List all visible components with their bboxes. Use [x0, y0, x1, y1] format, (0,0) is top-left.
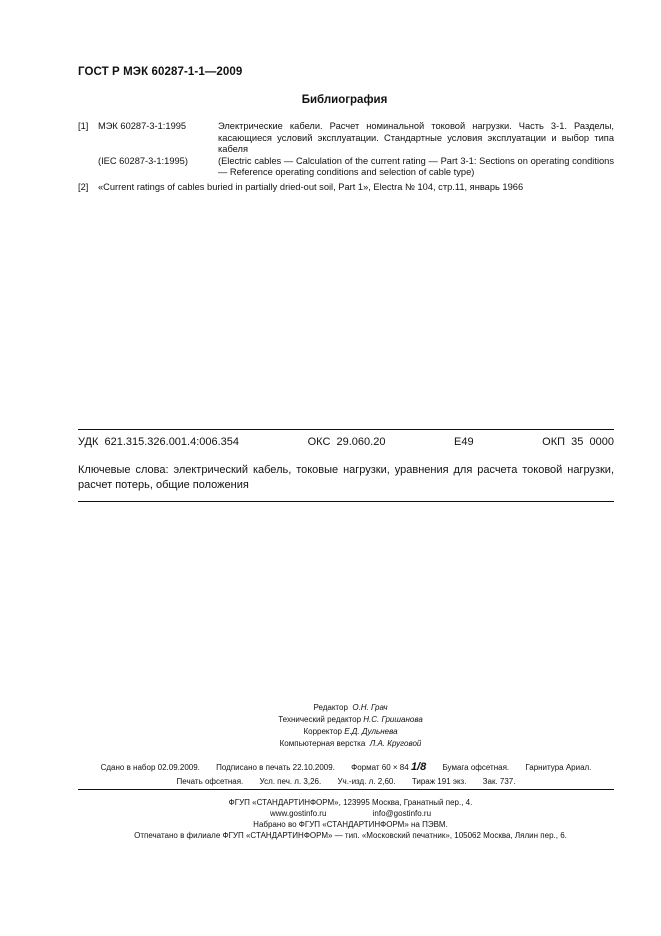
proofreader-name: Е.Д. Дульнева: [344, 727, 398, 736]
publication-line-2: Печать офсетная. Усл. печ. л. 3,26. Уч.-изд. л. 2,60. Тираж 191 экз. Зак. 737.: [176, 777, 516, 786]
entry-title: Электрические кабели. Расчет номинальной токовой нагрузки. Часть 3-1. Разделы, касающиеся условий эксплуатации. Стандартные условия эксплуатации и выбор типа кабеля: [218, 121, 614, 154]
oks-code: ОКС 29.060.20: [307, 436, 386, 448]
bibliography-list: [78, 121, 614, 193]
printed-note: Отпечатано в филиале ФГУП «СТАНДАРТИНФОРМ» — тип. «Московский печатник», 105062 Москва, Лялин пер., 6.: [134, 831, 567, 840]
keywords: Ключевые слова: электрический кабель, токовые нагрузки, уравнения для расчета токовой нагрузки, расчет потерь, общие положения: [78, 464, 614, 491]
format-fraction: 1/8: [410, 761, 427, 773]
credit-layout: Компьютерная верстка Л.А. Круговой: [279, 739, 422, 748]
entry-title: «Current ratings of cables buried in partially dried-out soil, Part 1», Electra № 104, стр.11, январь 1966: [98, 181, 524, 192]
publication-info: [78, 760, 614, 789]
entry-reference-english: (IEC 60287-3-1:1995): [98, 155, 188, 166]
publication-line-1: Сдано в набор 02.09.2009. Подписано в печать 22.10.2009. Формат 60 × 84 1/8 Бумага офсетная. Гарнитура Ариал.: [100, 761, 592, 773]
entry-number: [2]: [78, 181, 89, 192]
classification-codes: [78, 436, 614, 448]
e-code: Е49: [454, 436, 474, 448]
credits-block: [0, 702, 661, 750]
printer-info: [0, 797, 661, 841]
credit-proofreader: Корректор Е.Д. Дульнева: [303, 727, 398, 736]
entry-reference: МЭК 60287-3-1:1995: [98, 121, 187, 131]
credit-tech-editor: Технический редактор Н.С. Гришанова: [278, 715, 423, 724]
bibliography-entry: [78, 121, 614, 156]
okp-code: ОКП 35 0000: [542, 436, 614, 448]
typeset-note: Набрано во ФГУП «СТАНДАРТИНФОРМ» на ПЭВМ.: [253, 820, 448, 829]
entry-number: [1]: [78, 121, 89, 131]
contact-line: [40, 808, 661, 819]
divider-top: [78, 429, 614, 430]
bibliography-entry: [78, 182, 614, 194]
divider-bottom: [78, 501, 614, 502]
publisher-address: ФГУП «СТАНДАРТИНФОРМ», 123995 Москва, Гранатный пер., 4.: [228, 798, 473, 807]
standard-code: ГОСТ Р МЭК 60287-1-1—2009: [78, 66, 243, 78]
udk-code: УДК 621.315.326.001.4:006.354: [78, 436, 240, 448]
entry-title-english: (Electric cables — Calculation of the current rating — Part 3-1: Sections on operating conditions — Reference operating conditions and selection of cable type): [218, 155, 614, 177]
bibliography-entry-english: [78, 156, 614, 179]
divider-publisher: [78, 789, 614, 790]
layout-name: Л.А. Круговой: [369, 739, 422, 748]
editor-name: О.Н. Грач: [352, 703, 388, 712]
bibliography-title: Библиография: [301, 94, 388, 106]
website-link[interactable]: www.gostinfo.ru: [269, 809, 327, 818]
credit-editor: Редактор О.Н. Грач: [313, 703, 388, 712]
tech-editor-name: Н.С. Гришанова: [363, 715, 423, 724]
email-link[interactable]: info@gostinfo.ru: [372, 809, 432, 818]
